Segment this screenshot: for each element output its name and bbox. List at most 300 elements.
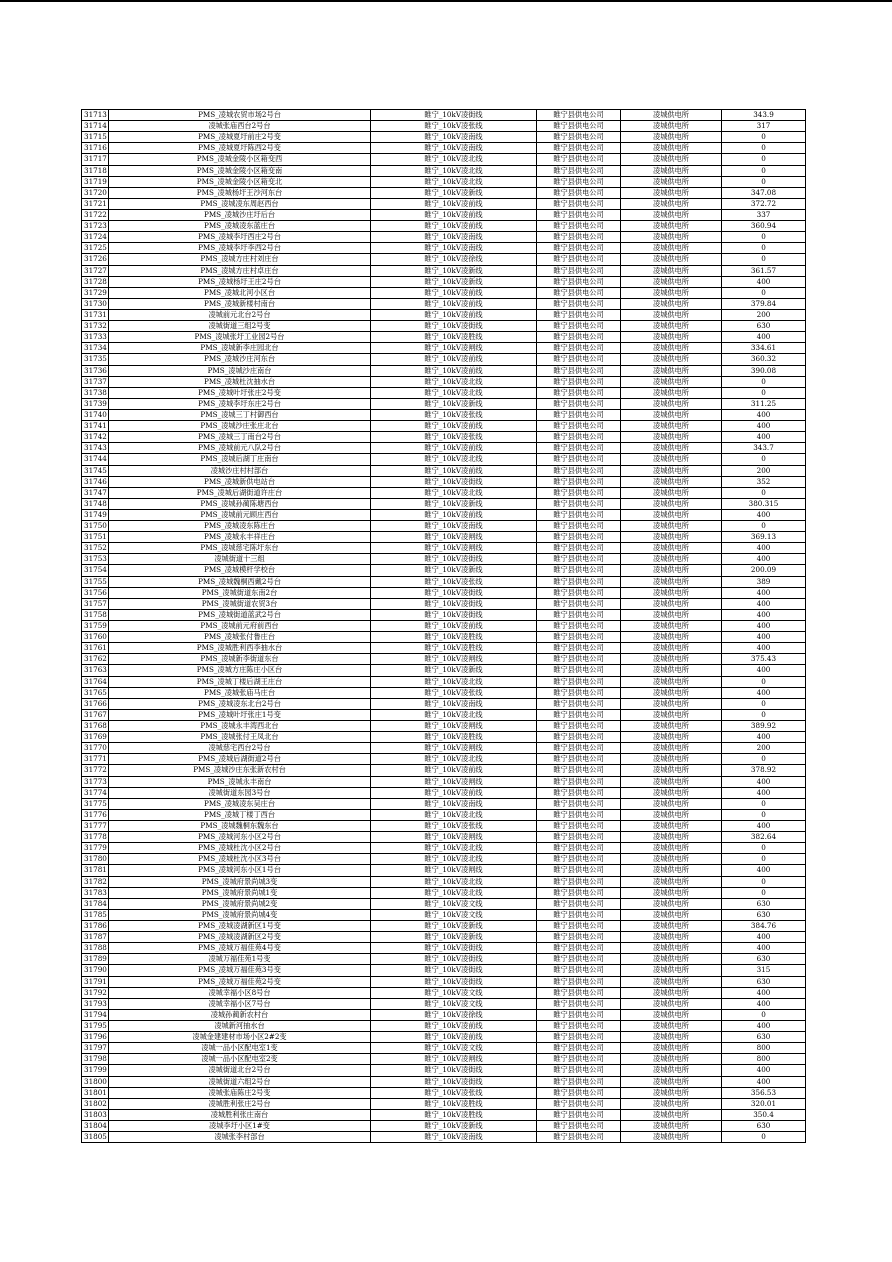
capacity-value-cell: 361.57 <box>722 265 806 276</box>
company-cell: 睢宁县供电公司 <box>537 1109 621 1120</box>
company-cell: 睢宁县供电公司 <box>537 587 621 598</box>
row-number-cell: 31738 <box>82 387 109 398</box>
company-cell: 睢宁县供电公司 <box>537 187 621 198</box>
station-name-cell: 凌城新河抽水台 <box>109 1020 371 1031</box>
station-name-cell: PMS_凌城凌湖新区1号变 <box>109 920 371 931</box>
company-cell: 睢宁县供电公司 <box>537 609 621 620</box>
company-cell: 睢宁县供电公司 <box>537 598 621 609</box>
row-number-cell: 31755 <box>82 576 109 587</box>
company-cell: 睢宁县供电公司 <box>537 1054 621 1065</box>
supply-station-cell: 凌城供电所 <box>621 598 722 609</box>
supply-station-cell: 凌城供电所 <box>621 821 722 832</box>
feeder-line-cell: 睢宁_10kV凌北线 <box>371 887 537 898</box>
table-row <box>82 676 806 687</box>
capacity-value-cell: 0 <box>722 176 806 187</box>
row-number-cell: 31799 <box>82 1065 109 1076</box>
capacity-value-cell: 0 <box>722 376 806 387</box>
capacity-value-cell: 200 <box>722 743 806 754</box>
feeder-line-cell: 睢宁_10kV凌闸线 <box>371 743 537 754</box>
table-body <box>82 110 806 1143</box>
company-cell: 睢宁县供电公司 <box>537 243 621 254</box>
capacity-value-cell: 400 <box>722 509 806 520</box>
table-row <box>82 243 806 254</box>
table-row <box>82 332 806 343</box>
company-cell: 睢宁县供电公司 <box>537 476 621 487</box>
table-row <box>82 776 806 787</box>
feeder-line-cell: 睢宁_10kV凌街线 <box>371 943 537 954</box>
station-name-cell: PMS_凌城河东小区2号台 <box>109 832 371 843</box>
supply-station-cell: 凌城供电所 <box>621 398 722 409</box>
company-cell: 睢宁县供电公司 <box>537 1132 621 1143</box>
company-cell: 睢宁县供电公司 <box>537 532 621 543</box>
table-row <box>82 754 806 765</box>
company-cell: 睢宁县供电公司 <box>537 765 621 776</box>
capacity-value-cell: 400 <box>722 609 806 620</box>
row-number-cell: 31773 <box>82 776 109 787</box>
supply-station-cell: 凌城供电所 <box>621 176 722 187</box>
company-cell: 睢宁县供电公司 <box>537 687 621 698</box>
supply-station-cell: 凌城供电所 <box>621 609 722 620</box>
station-name-cell: PMS_凌城新李街道东台 <box>109 654 371 665</box>
supply-station-cell: 凌城供电所 <box>621 221 722 232</box>
capacity-value-cell: 317 <box>722 121 806 132</box>
station-name-cell: PMS_凌城后湖丁庄南台 <box>109 454 371 465</box>
company-cell: 睢宁县供电公司 <box>537 887 621 898</box>
supply-station-cell: 凌城供电所 <box>621 721 722 732</box>
company-cell: 睢宁县供电公司 <box>537 487 621 498</box>
station-name-cell: PMS_凌城万福佳苑2号变 <box>109 976 371 987</box>
supply-station-cell: 凌城供电所 <box>621 232 722 243</box>
capacity-value-cell: 337 <box>722 209 806 220</box>
feeder-line-cell: 睢宁_10kV凌北线 <box>371 809 537 820</box>
supply-station-cell: 凌城供电所 <box>621 432 722 443</box>
capacity-value-cell: 0 <box>722 254 806 265</box>
supply-station-cell: 凌城供电所 <box>621 1120 722 1131</box>
company-cell: 睢宁县供电公司 <box>537 432 621 443</box>
feeder-line-cell: 睢宁_10kV凌张线 <box>371 1087 537 1098</box>
supply-station-cell: 凌城供电所 <box>621 321 722 332</box>
table-row <box>82 654 806 665</box>
capacity-value-cell: 382.64 <box>722 832 806 843</box>
company-cell: 睢宁县供电公司 <box>537 821 621 832</box>
row-number-cell: 31789 <box>82 954 109 965</box>
capacity-value-cell: 800 <box>722 1054 806 1065</box>
supply-station-cell: 凌城供电所 <box>621 165 722 176</box>
feeder-line-cell: 睢宁_10kV凌张线 <box>371 821 537 832</box>
table-row <box>82 909 806 920</box>
capacity-value-cell: 400 <box>722 543 806 554</box>
supply-station-cell: 凌城供电所 <box>621 443 722 454</box>
company-cell: 睢宁县供电公司 <box>537 398 621 409</box>
table-row <box>82 432 806 443</box>
supply-station-cell: 凌城供电所 <box>621 954 722 965</box>
capacity-value-cell: 0 <box>722 243 806 254</box>
company-cell: 睢宁县供电公司 <box>537 676 621 687</box>
station-name-cell: PMS_凌城金陵小区箱变西 <box>109 154 371 165</box>
supply-station-cell: 凌城供电所 <box>621 832 722 843</box>
supply-station-cell: 凌城供电所 <box>621 198 722 209</box>
table-row <box>82 587 806 598</box>
supply-station-cell: 凌城供电所 <box>621 1043 722 1054</box>
table-row <box>82 543 806 554</box>
capacity-value-cell: 375.43 <box>722 654 806 665</box>
page-top-border <box>0 0 892 2</box>
company-cell: 睢宁县供电公司 <box>537 509 621 520</box>
row-number-cell: 31798 <box>82 1054 109 1065</box>
row-number-cell: 31763 <box>82 665 109 676</box>
station-name-cell: PMS_凌城金陵小区箱变北 <box>109 176 371 187</box>
station-name-cell: PMS_凌城杜沈抽水台 <box>109 376 371 387</box>
table-row <box>82 987 806 998</box>
row-number-cell: 31749 <box>82 509 109 520</box>
table-row <box>82 976 806 987</box>
feeder-line-cell: 睢宁_10kV凌胜线 <box>371 632 537 643</box>
company-cell: 睢宁县供电公司 <box>537 143 621 154</box>
row-number-cell: 31779 <box>82 843 109 854</box>
capacity-value-cell: 400 <box>722 332 806 343</box>
capacity-value-cell: 0 <box>722 1132 806 1143</box>
feeder-line-cell: 睢宁_10kV凌前线 <box>371 365 537 376</box>
table-row <box>82 443 806 454</box>
table-row <box>82 698 806 709</box>
supply-station-cell: 凌城供电所 <box>621 676 722 687</box>
supply-station-cell: 凌城供电所 <box>621 343 722 354</box>
capacity-value-cell: 630 <box>722 321 806 332</box>
supply-station-cell: 凌城供电所 <box>621 787 722 798</box>
capacity-value-cell: 384.76 <box>722 920 806 931</box>
table-row <box>82 687 806 698</box>
station-name-cell: PMS_凌城街道农贸3台 <box>109 598 371 609</box>
table-row <box>82 809 806 820</box>
capacity-value-cell: 347.08 <box>722 187 806 198</box>
table-row <box>82 409 806 420</box>
company-cell: 睢宁县供电公司 <box>537 521 621 532</box>
feeder-line-cell: 睢宁_10kV凌北线 <box>371 487 537 498</box>
station-name-cell: PMS_凌城凌东蓝庄台 <box>109 221 371 232</box>
capacity-value-cell: 379.84 <box>722 298 806 309</box>
row-number-cell: 31748 <box>82 498 109 509</box>
station-name-cell: 凌城前元北台2号台 <box>109 309 371 320</box>
table-row <box>82 1087 806 1098</box>
supply-station-cell: 凌城供电所 <box>621 476 722 487</box>
supply-station-cell: 凌城供电所 <box>621 276 722 287</box>
table-row <box>82 110 806 121</box>
supply-station-cell: 凌城供电所 <box>621 1109 722 1120</box>
feeder-line-cell: 睢宁_10kV凌新线 <box>371 932 537 943</box>
supply-station-cell: 凌城供电所 <box>621 732 722 743</box>
row-number-cell: 31805 <box>82 1132 109 1143</box>
feeder-line-cell: 睢宁_10kV凌张线 <box>371 409 537 420</box>
table-row <box>82 865 806 876</box>
station-name-cell: 凌城一品小区配电室1变 <box>109 1043 371 1054</box>
table-row <box>82 343 806 354</box>
row-number-cell: 31753 <box>82 554 109 565</box>
row-number-cell: 31777 <box>82 821 109 832</box>
feeder-line-cell: 睢宁_10kV凌北线 <box>371 754 537 765</box>
capacity-value-cell: 400 <box>722 665 806 676</box>
station-name-cell: 凌城幸福小区8号台 <box>109 987 371 998</box>
row-number-cell: 31757 <box>82 598 109 609</box>
feeder-line-cell: 睢宁_10kV凌前线 <box>371 221 537 232</box>
row-number-cell: 31725 <box>82 243 109 254</box>
station-name-cell: PMS_凌城夏圩陈西2号变 <box>109 143 371 154</box>
row-number-cell: 31742 <box>82 432 109 443</box>
capacity-value-cell: 380.315 <box>722 498 806 509</box>
table-row <box>82 532 806 543</box>
company-cell: 睢宁县供电公司 <box>537 1043 621 1054</box>
station-name-cell: PMS_凌城三丁南台2号台 <box>109 432 371 443</box>
station-name-cell: PMS_凌城沙庄圩后台 <box>109 209 371 220</box>
row-number-cell: 31735 <box>82 354 109 365</box>
table-row <box>82 765 806 776</box>
station-name-cell: 凌城金建建材市场小区2#2变 <box>109 1032 371 1043</box>
feeder-line-cell: 睢宁_10kV凌北线 <box>371 154 537 165</box>
supply-station-cell: 凌城供电所 <box>621 976 722 987</box>
supply-station-cell: 凌城供电所 <box>621 932 722 943</box>
company-cell: 睢宁县供电公司 <box>537 454 621 465</box>
station-name-cell: PMS_凌城北河小区台 <box>109 287 371 298</box>
feeder-line-cell: 睢宁_10kV凌街线 <box>371 110 537 121</box>
feeder-line-cell: 睢宁_10kV凌闸线 <box>371 721 537 732</box>
supply-station-cell: 凌城供电所 <box>621 532 722 543</box>
station-name-cell: PMS_凌城永丰南台 <box>109 776 371 787</box>
supply-station-cell: 凌城供电所 <box>621 643 722 654</box>
table-row <box>82 1009 806 1020</box>
station-name-cell: PMS_凌城杜沈小区2号台 <box>109 843 371 854</box>
supply-station-cell: 凌城供电所 <box>621 365 722 376</box>
company-cell: 睢宁县供电公司 <box>537 132 621 143</box>
capacity-value-cell: 350.4 <box>722 1109 806 1120</box>
station-name-cell: PMS_凌城凌东吴庄台 <box>109 798 371 809</box>
row-number-cell: 31793 <box>82 998 109 1009</box>
table-row <box>82 254 806 265</box>
capacity-value-cell: 0 <box>722 876 806 887</box>
company-cell: 睢宁县供电公司 <box>537 865 621 876</box>
row-number-cell: 31728 <box>82 276 109 287</box>
table-row <box>82 787 806 798</box>
station-name-cell: 凌城胜利张庄南台 <box>109 1109 371 1120</box>
company-cell: 睢宁县供电公司 <box>537 309 621 320</box>
feeder-line-cell: 睢宁_10kV凌闸线 <box>371 832 537 843</box>
station-name-cell: PMS_凌城新楼村南台 <box>109 298 371 309</box>
table-row <box>82 920 806 931</box>
feeder-line-cell: 睢宁_10kV凌街线 <box>371 321 537 332</box>
table-row <box>82 598 806 609</box>
table-row <box>82 121 806 132</box>
row-number-cell: 31767 <box>82 709 109 720</box>
supply-station-cell: 凌城供电所 <box>621 1020 722 1031</box>
table-row <box>82 221 806 232</box>
capacity-value-cell: 400 <box>722 598 806 609</box>
table-row <box>82 732 806 743</box>
table-row <box>82 298 806 309</box>
capacity-value-cell: 315 <box>722 965 806 976</box>
feeder-line-cell: 睢宁_10kV凌新线 <box>371 1120 537 1131</box>
feeder-line-cell: 睢宁_10kV凌北线 <box>371 387 537 398</box>
table-row <box>82 743 806 754</box>
feeder-line-cell: 睢宁_10kV凌南线 <box>371 798 537 809</box>
feeder-line-cell: 睢宁_10kV凌街线 <box>371 976 537 987</box>
station-name-cell: 凌城万福佳苑1号变 <box>109 954 371 965</box>
table-row <box>82 154 806 165</box>
capacity-value-cell: 630 <box>722 954 806 965</box>
capacity-value-cell: 372.72 <box>722 198 806 209</box>
station-name-cell: PMS_凌城万福佳苑3号变 <box>109 965 371 976</box>
feeder-line-cell: 睢宁_10kV凌北线 <box>371 376 537 387</box>
capacity-value-cell: 400 <box>722 554 806 565</box>
company-cell: 睢宁县供电公司 <box>537 621 621 632</box>
row-number-cell: 31745 <box>82 465 109 476</box>
row-number-cell: 31760 <box>82 632 109 643</box>
company-cell: 睢宁县供电公司 <box>537 1120 621 1131</box>
feeder-line-cell: 睢宁_10kV凌前线 <box>371 787 537 798</box>
station-name-cell: PMS_凌城河东小区1号台 <box>109 865 371 876</box>
feeder-line-cell: 睢宁_10kV凌北线 <box>371 165 537 176</box>
row-number-cell: 31765 <box>82 687 109 698</box>
table-row <box>82 898 806 909</box>
company-cell: 睢宁县供电公司 <box>537 732 621 743</box>
supply-station-cell: 凌城供电所 <box>621 920 722 931</box>
feeder-line-cell: 睢宁_10kV凌南线 <box>371 521 537 532</box>
table-row <box>82 632 806 643</box>
row-number-cell: 31785 <box>82 909 109 920</box>
station-name-cell: PMS_凌城后湖街道2号台 <box>109 754 371 765</box>
station-name-cell: PMS_凌城胜利西李抽水台 <box>109 643 371 654</box>
capacity-value-cell: 356.53 <box>722 1087 806 1098</box>
row-number-cell: 31758 <box>82 609 109 620</box>
station-name-cell: PMS_凌城前元顾庄西台 <box>109 509 371 520</box>
supply-station-cell: 凌城供电所 <box>621 843 722 854</box>
feeder-line-cell: 睢宁_10kV凌前线 <box>371 1032 537 1043</box>
station-name-cell: PMS_凌城新李庄园北台 <box>109 343 371 354</box>
row-number-cell: 31733 <box>82 332 109 343</box>
row-number-cell: 31778 <box>82 832 109 843</box>
table-row <box>82 321 806 332</box>
feeder-line-cell: 睢宁_10kV凌前线 <box>371 421 537 432</box>
row-number-cell: 31746 <box>82 476 109 487</box>
row-number-cell: 31772 <box>82 765 109 776</box>
capacity-value-cell: 0 <box>722 454 806 465</box>
station-name-cell: PMS_凌城张圩工业园2号台 <box>109 332 371 343</box>
table-row <box>82 132 806 143</box>
station-name-cell: PMS_凌城后湖街道许庄台 <box>109 487 371 498</box>
feeder-line-cell: 睢宁_10kV凌北线 <box>371 454 537 465</box>
feeder-line-cell: 睢宁_10kV凌闸线 <box>371 865 537 876</box>
table-row <box>82 1065 806 1076</box>
supply-station-cell: 凌城供电所 <box>621 376 722 387</box>
table-row <box>82 143 806 154</box>
feeder-line-cell: 睢宁_10kV凌街线 <box>371 954 537 965</box>
feeder-line-cell: 睢宁_10kV凌街线 <box>371 598 537 609</box>
table-row <box>82 487 806 498</box>
company-cell: 睢宁县供电公司 <box>537 276 621 287</box>
feeder-line-cell: 睢宁_10kV凌新线 <box>371 498 537 509</box>
supply-station-cell: 凌城供电所 <box>621 354 722 365</box>
station-name-cell: 凌城幸福小区7号台 <box>109 998 371 1009</box>
capacity-value-cell: 400 <box>722 987 806 998</box>
station-name-cell: PMS_凌城前元八队2号台 <box>109 443 371 454</box>
capacity-value-cell: 0 <box>722 154 806 165</box>
supply-station-cell: 凌城供电所 <box>621 254 722 265</box>
feeder-line-cell: 睢宁_10kV凌胜线 <box>371 643 537 654</box>
station-name-cell: PMS_凌城张庙马庄台 <box>109 687 371 698</box>
supply-station-cell: 凌城供电所 <box>621 965 722 976</box>
capacity-value-cell: 352 <box>722 476 806 487</box>
company-cell: 睢宁县供电公司 <box>537 154 621 165</box>
table-row <box>82 709 806 720</box>
company-cell: 睢宁县供电公司 <box>537 721 621 732</box>
row-number-cell: 31741 <box>82 421 109 432</box>
table-row <box>82 1120 806 1131</box>
row-number-cell: 31721 <box>82 198 109 209</box>
feeder-line-cell: 睢宁_10kV凌前线 <box>371 198 537 209</box>
company-cell: 睢宁县供电公司 <box>537 754 621 765</box>
capacity-value-cell: 630 <box>722 1032 806 1043</box>
station-name-cell: PMS_凌城街道东南2台 <box>109 587 371 598</box>
row-number-cell: 31769 <box>82 732 109 743</box>
supply-station-cell: 凌城供电所 <box>621 754 722 765</box>
row-number-cell: 31730 <box>82 298 109 309</box>
station-name-cell: 凌城张庙西台2号台 <box>109 121 371 132</box>
company-cell: 睢宁县供电公司 <box>537 576 621 587</box>
table-row <box>82 365 806 376</box>
capacity-value-cell: 400 <box>722 776 806 787</box>
company-cell: 睢宁县供电公司 <box>537 554 621 565</box>
company-cell: 睢宁县供电公司 <box>537 209 621 220</box>
feeder-line-cell: 睢宁_10kV凌北线 <box>371 843 537 854</box>
capacity-value-cell: 0 <box>722 287 806 298</box>
table-row <box>82 965 806 976</box>
row-number-cell: 31750 <box>82 521 109 532</box>
table-row <box>82 354 806 365</box>
station-name-cell: 凌城孙蔺新农村台 <box>109 1009 371 1020</box>
station-name-cell: PMS_凌城万福佳苑4号变 <box>109 943 371 954</box>
table-row <box>82 576 806 587</box>
station-name-cell: PMS_凌城凌东陈庄台 <box>109 521 371 532</box>
supply-station-cell: 凌城供电所 <box>621 487 722 498</box>
table-row <box>82 876 806 887</box>
station-name-cell: PMS_凌城沙庄东张新农村台 <box>109 765 371 776</box>
supply-station-cell: 凌城供电所 <box>621 587 722 598</box>
row-number-cell: 31734 <box>82 343 109 354</box>
company-cell: 睢宁县供电公司 <box>537 321 621 332</box>
station-name-cell: PMS_凌城沙庄南台 <box>109 365 371 376</box>
capacity-value-cell: 0 <box>722 798 806 809</box>
table-row <box>82 1054 806 1065</box>
feeder-line-cell: 睢宁_10kV凌街线 <box>371 587 537 598</box>
company-cell: 睢宁县供电公司 <box>537 1009 621 1020</box>
supply-station-cell: 凌城供电所 <box>621 265 722 276</box>
capacity-value-cell: 630 <box>722 1120 806 1131</box>
company-cell: 睢宁县供电公司 <box>537 443 621 454</box>
station-name-cell: 凌城一品小区配电室2变 <box>109 1054 371 1065</box>
capacity-value-cell: 369.13 <box>722 532 806 543</box>
station-name-cell: 凌城李圩小区1#变 <box>109 1120 371 1131</box>
feeder-line-cell: 睢宁_10kV凌南线 <box>371 143 537 154</box>
company-cell: 睢宁县供电公司 <box>537 421 621 432</box>
station-name-cell: PMS_凌城张付王凤北台 <box>109 732 371 743</box>
table-row <box>82 498 806 509</box>
table-row <box>82 665 806 676</box>
row-number-cell: 31788 <box>82 943 109 954</box>
capacity-value-cell: 200 <box>722 309 806 320</box>
station-name-cell: PMS_凌城永丰湾西北台 <box>109 721 371 732</box>
station-name-cell: PMS_凌城魏桐西戴2号台 <box>109 576 371 587</box>
supply-station-cell: 凌城供电所 <box>621 465 722 476</box>
supply-station-cell: 凌城供电所 <box>621 621 722 632</box>
feeder-line-cell: 睢宁_10kV凌徐线 <box>371 254 537 265</box>
capacity-value-cell: 400 <box>722 1076 806 1087</box>
